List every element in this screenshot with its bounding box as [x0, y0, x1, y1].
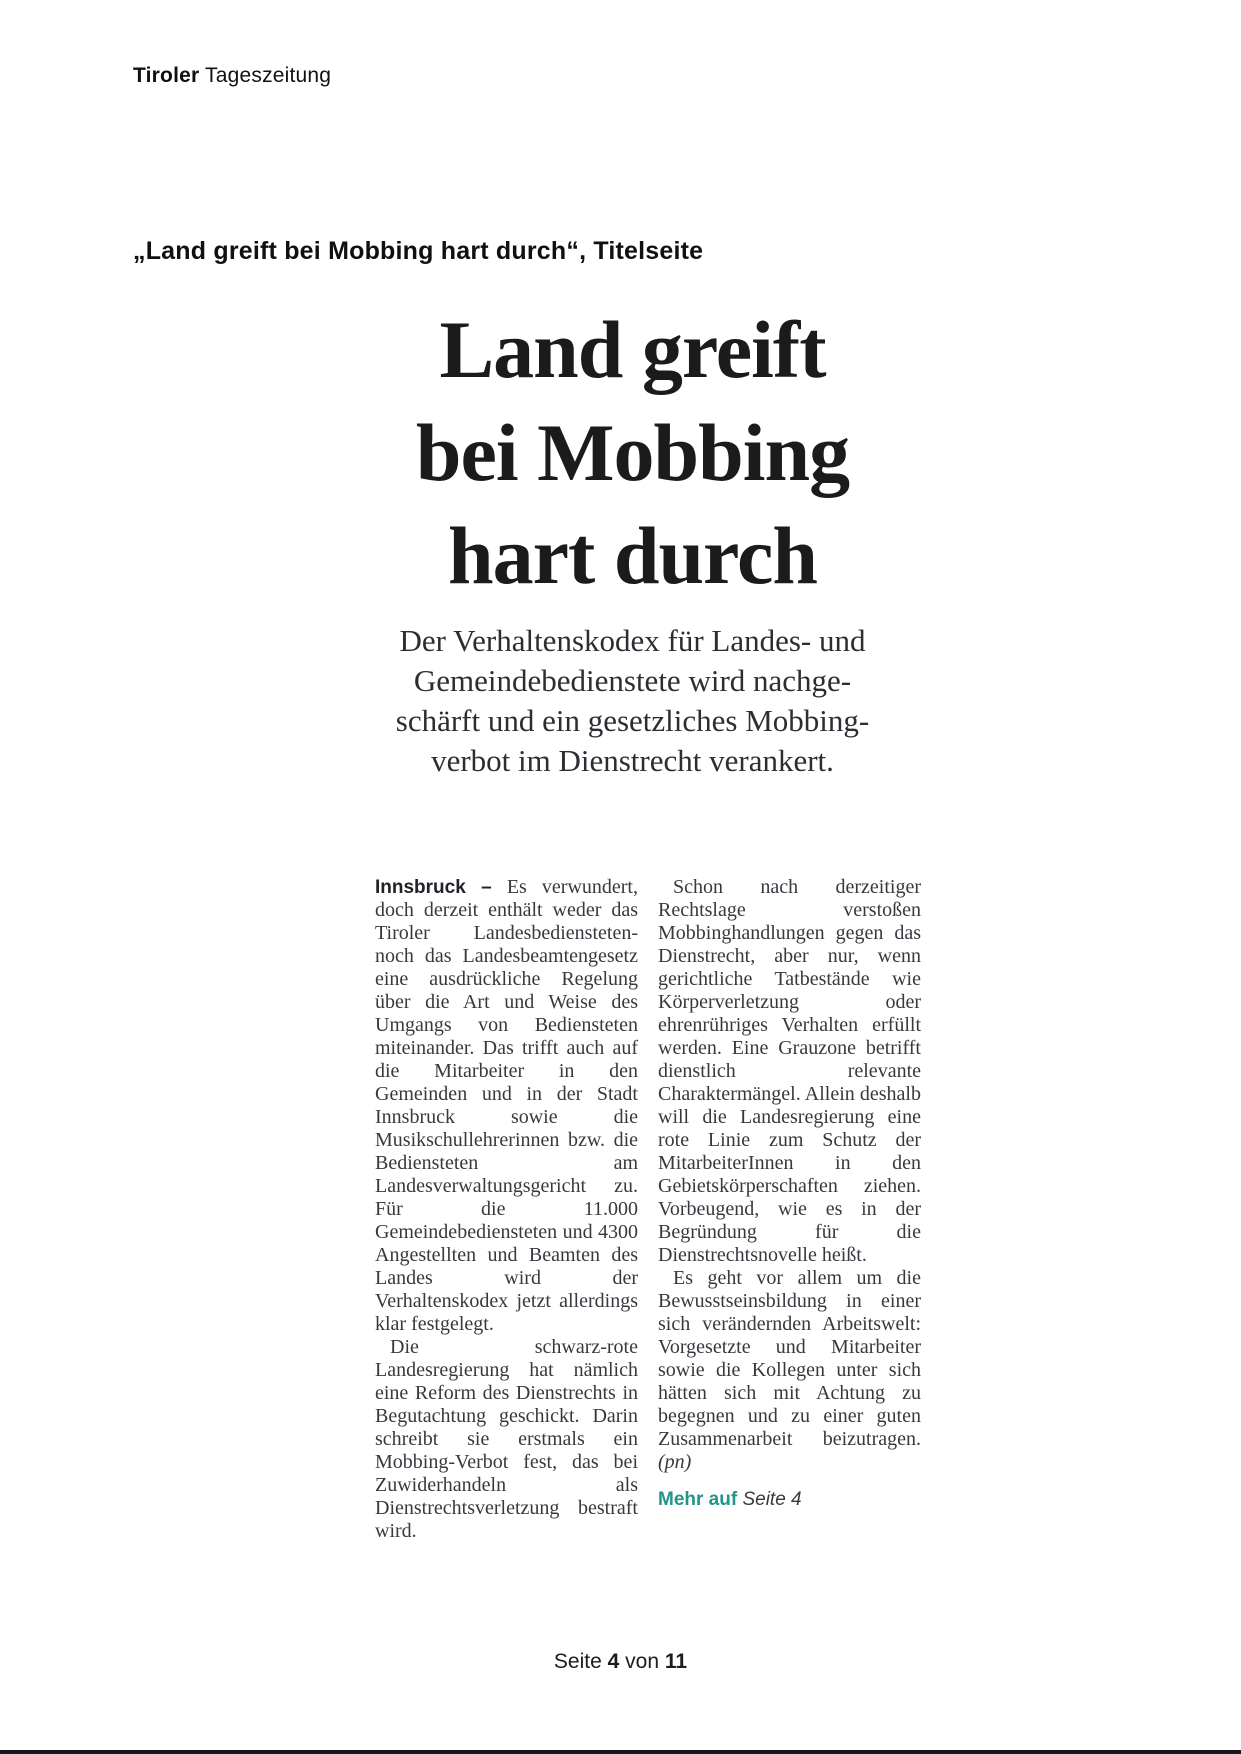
clipping-title: „Land greift bei Mobbing hart durch“, Titelseite [133, 237, 704, 265]
page-number-footer [0, 1650, 1241, 1674]
subheadline-line-4: verbot im Dienstrecht verankert. [431, 743, 834, 778]
article-body [375, 876, 921, 1543]
paragraph-1 [375, 876, 638, 1336]
dateline: Innsbruck – [375, 877, 492, 898]
subheadline-line-1: Der Verhaltenskodex für Landes- und [399, 623, 866, 658]
article-column-right [658, 876, 921, 1543]
article [345, 298, 920, 781]
article-headline [345, 298, 920, 607]
paragraph-3: Schon nach derzeitiger Rechtslage verstoßen Mobbinghandlungen gegen das Dienstrecht, aber nur, wenn gerichtliche Tatbestände wie Körperverletzung oder ehrenrühriges Verhalten erfüllt werden. Eine Grauzone betrifft dienstlich relevante Charaktermängel. Allein deshalb will die Landesregierung eine rote Linie zum Schutz der MitarbeiterInnen in den Gebietskörperschaften ziehen. Vorbeugend, wie es in der Begründung für die Dienstrechtsnovelle heißt. [658, 876, 921, 1266]
author-initials: (pn) [658, 1451, 692, 1473]
subheadline-line-3: schärft und ein gesetzliches Mobbing- [395, 703, 870, 738]
paragraph-4 [658, 1267, 921, 1474]
continuation-label: Mehr auf [658, 1489, 738, 1510]
brand-regular-part: Tageszeitung [199, 64, 332, 87]
continuation-target-page: Seite 4 [742, 1489, 802, 1510]
paragraph-4-text: Es geht vor allem um die Bewusstseinsbildung in einer sich verändernden Arbeitswelt: Vorgesetzte und Mitarbeiter sowie die Kollegen unter sich hätten sich mit Achtung zu begegnen und zu einer guten Zusammenarbeit beizutragen. [658, 1267, 921, 1450]
article-subheadline [345, 621, 920, 781]
paragraph-1-text: Es verwundert, doch derzeit enthält weder das Tiroler Landesbediensteten- noch das Landesbeamtengesetz eine ausdrückliche Regelung über die Art und Weise des Umgangs von Bediensteten miteinander. Das trifft auch auf die Mitarbeiter in den Gemeinden und in der Stadt Innsbruck sowie die Musikschullehrerinnen bzw. die Bediensteten am Landesverwaltungsgericht zu. Für die 11.000 Gemeindebediensteten und 4300 Angestellten und Beamten des Landes wird der Verhaltenskodex jetzt allerdings klar festgelegt. [375, 876, 638, 1335]
article-column-left [375, 876, 638, 1543]
continuation-note [658, 1488, 921, 1511]
footer-current-page: 4 [607, 1650, 620, 1673]
paragraph-2: Die schwarz-rote Landesregierung hat nämlich eine Reform des Dienstrechts in Begutachtung geschickt. Darin schreibt sie erstmals ein Mobbing-Verbot fest, das bei Zuwiderhandeln als Dienstrechtsverletzung bestraft wird. [375, 1336, 638, 1542]
page-bottom-edge [0, 1750, 1241, 1754]
headline-line-3: hart durch [448, 510, 817, 601]
footer-total-pages: 11 [664, 1650, 688, 1673]
subheadline-line-2: Gemeindebedienstete wird nachge- [413, 663, 852, 698]
footer-prefix: Seite [553, 1650, 602, 1673]
footer-separator: von [625, 1650, 660, 1673]
headline-line-2: bei Mobbing [415, 407, 850, 498]
headline-line-1: Land greift [439, 304, 826, 395]
brand-bold-part: Tiroler [133, 64, 200, 87]
newspaper-brand [133, 64, 331, 88]
